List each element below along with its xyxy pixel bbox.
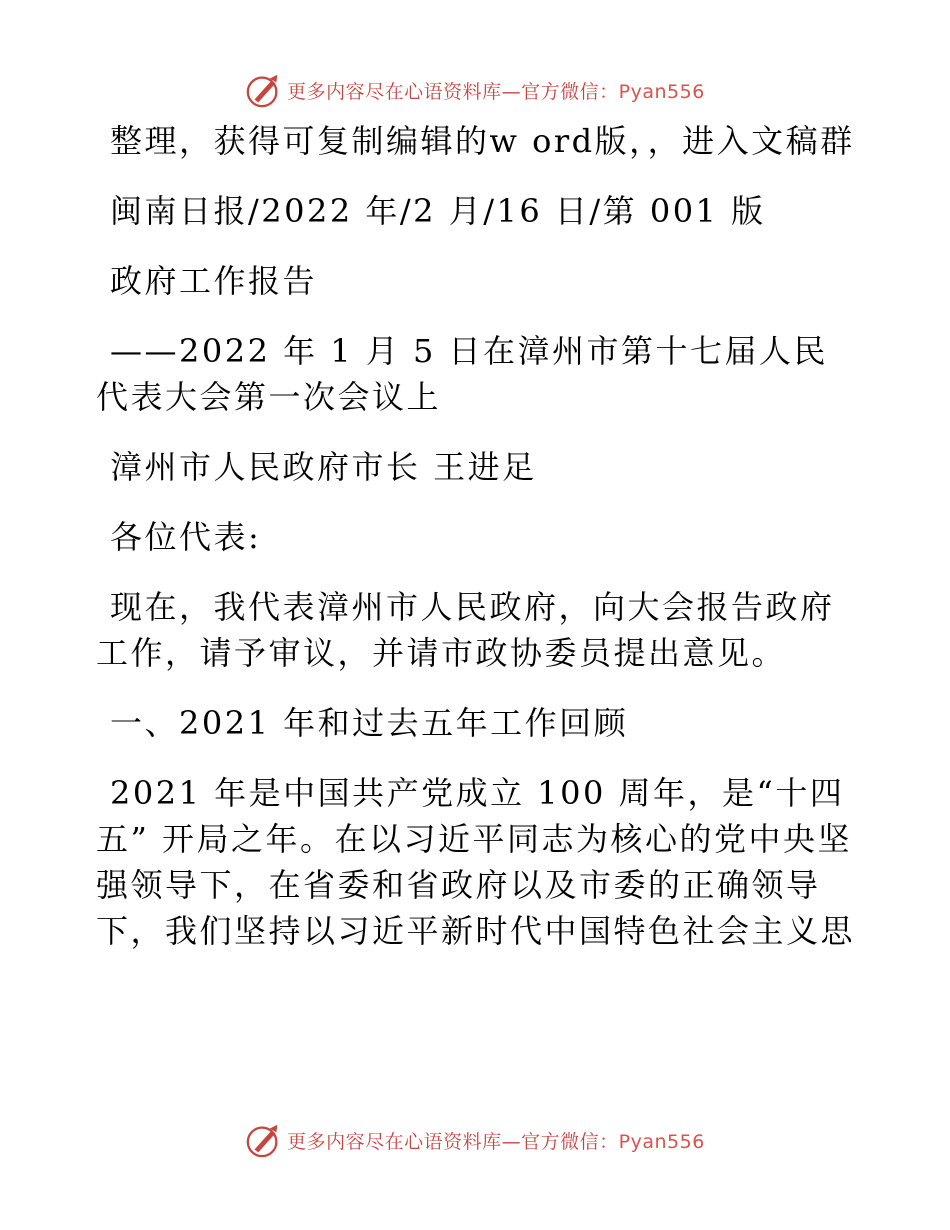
paragraph-author: 漳州市人民政府市长 王进足 xyxy=(110,448,537,486)
banner-text: 更多内容尽在心语资料库—官方微信： xyxy=(287,80,619,103)
pen-logo-icon xyxy=(245,71,283,109)
paragraph-body: 2021 年是中国共产党成立 100 周年，是“十四五” 开局之年。在以习近平同志为核心的党中央坚强领导下，在省委和省政府以及市委的正确领导下，我们坚持以习近平新时代中国特色社会主义思 xyxy=(96,774,856,950)
banner-wechat-id: Pyan556 xyxy=(618,80,705,103)
document-body xyxy=(96,118,856,978)
paragraph-source: 闽南日报/2022 年/2 月/16 日/第 001 版 xyxy=(110,192,766,230)
paragraph-title: 政府工作报告 xyxy=(110,262,318,300)
footer-watermark-banner xyxy=(0,1118,950,1162)
pen-logo-icon xyxy=(245,1121,283,1159)
paragraph-intro: 现在，我代表漳州市人民政府，向大会报告政府工作，请予审议，并请市政协委员提出意见。 xyxy=(96,588,835,672)
banner-wechat-id: Pyan556 xyxy=(618,1130,705,1153)
paragraph-salutation: 各位代表: xyxy=(110,518,262,556)
header-watermark-banner xyxy=(0,68,950,112)
paragraph-note: 整理，获得可复制编辑的w ord版，，进入文稿群 xyxy=(110,122,855,160)
paragraph-section-heading: 一、2021 年和过去五年工作回顾 xyxy=(110,704,629,742)
paragraph-subtitle: ——2022 年 1 月 5 日在漳州市第十七届人民代表大会第一次会议上 xyxy=(96,332,829,416)
banner-text: 更多内容尽在心语资料库—官方微信： xyxy=(287,1130,619,1153)
